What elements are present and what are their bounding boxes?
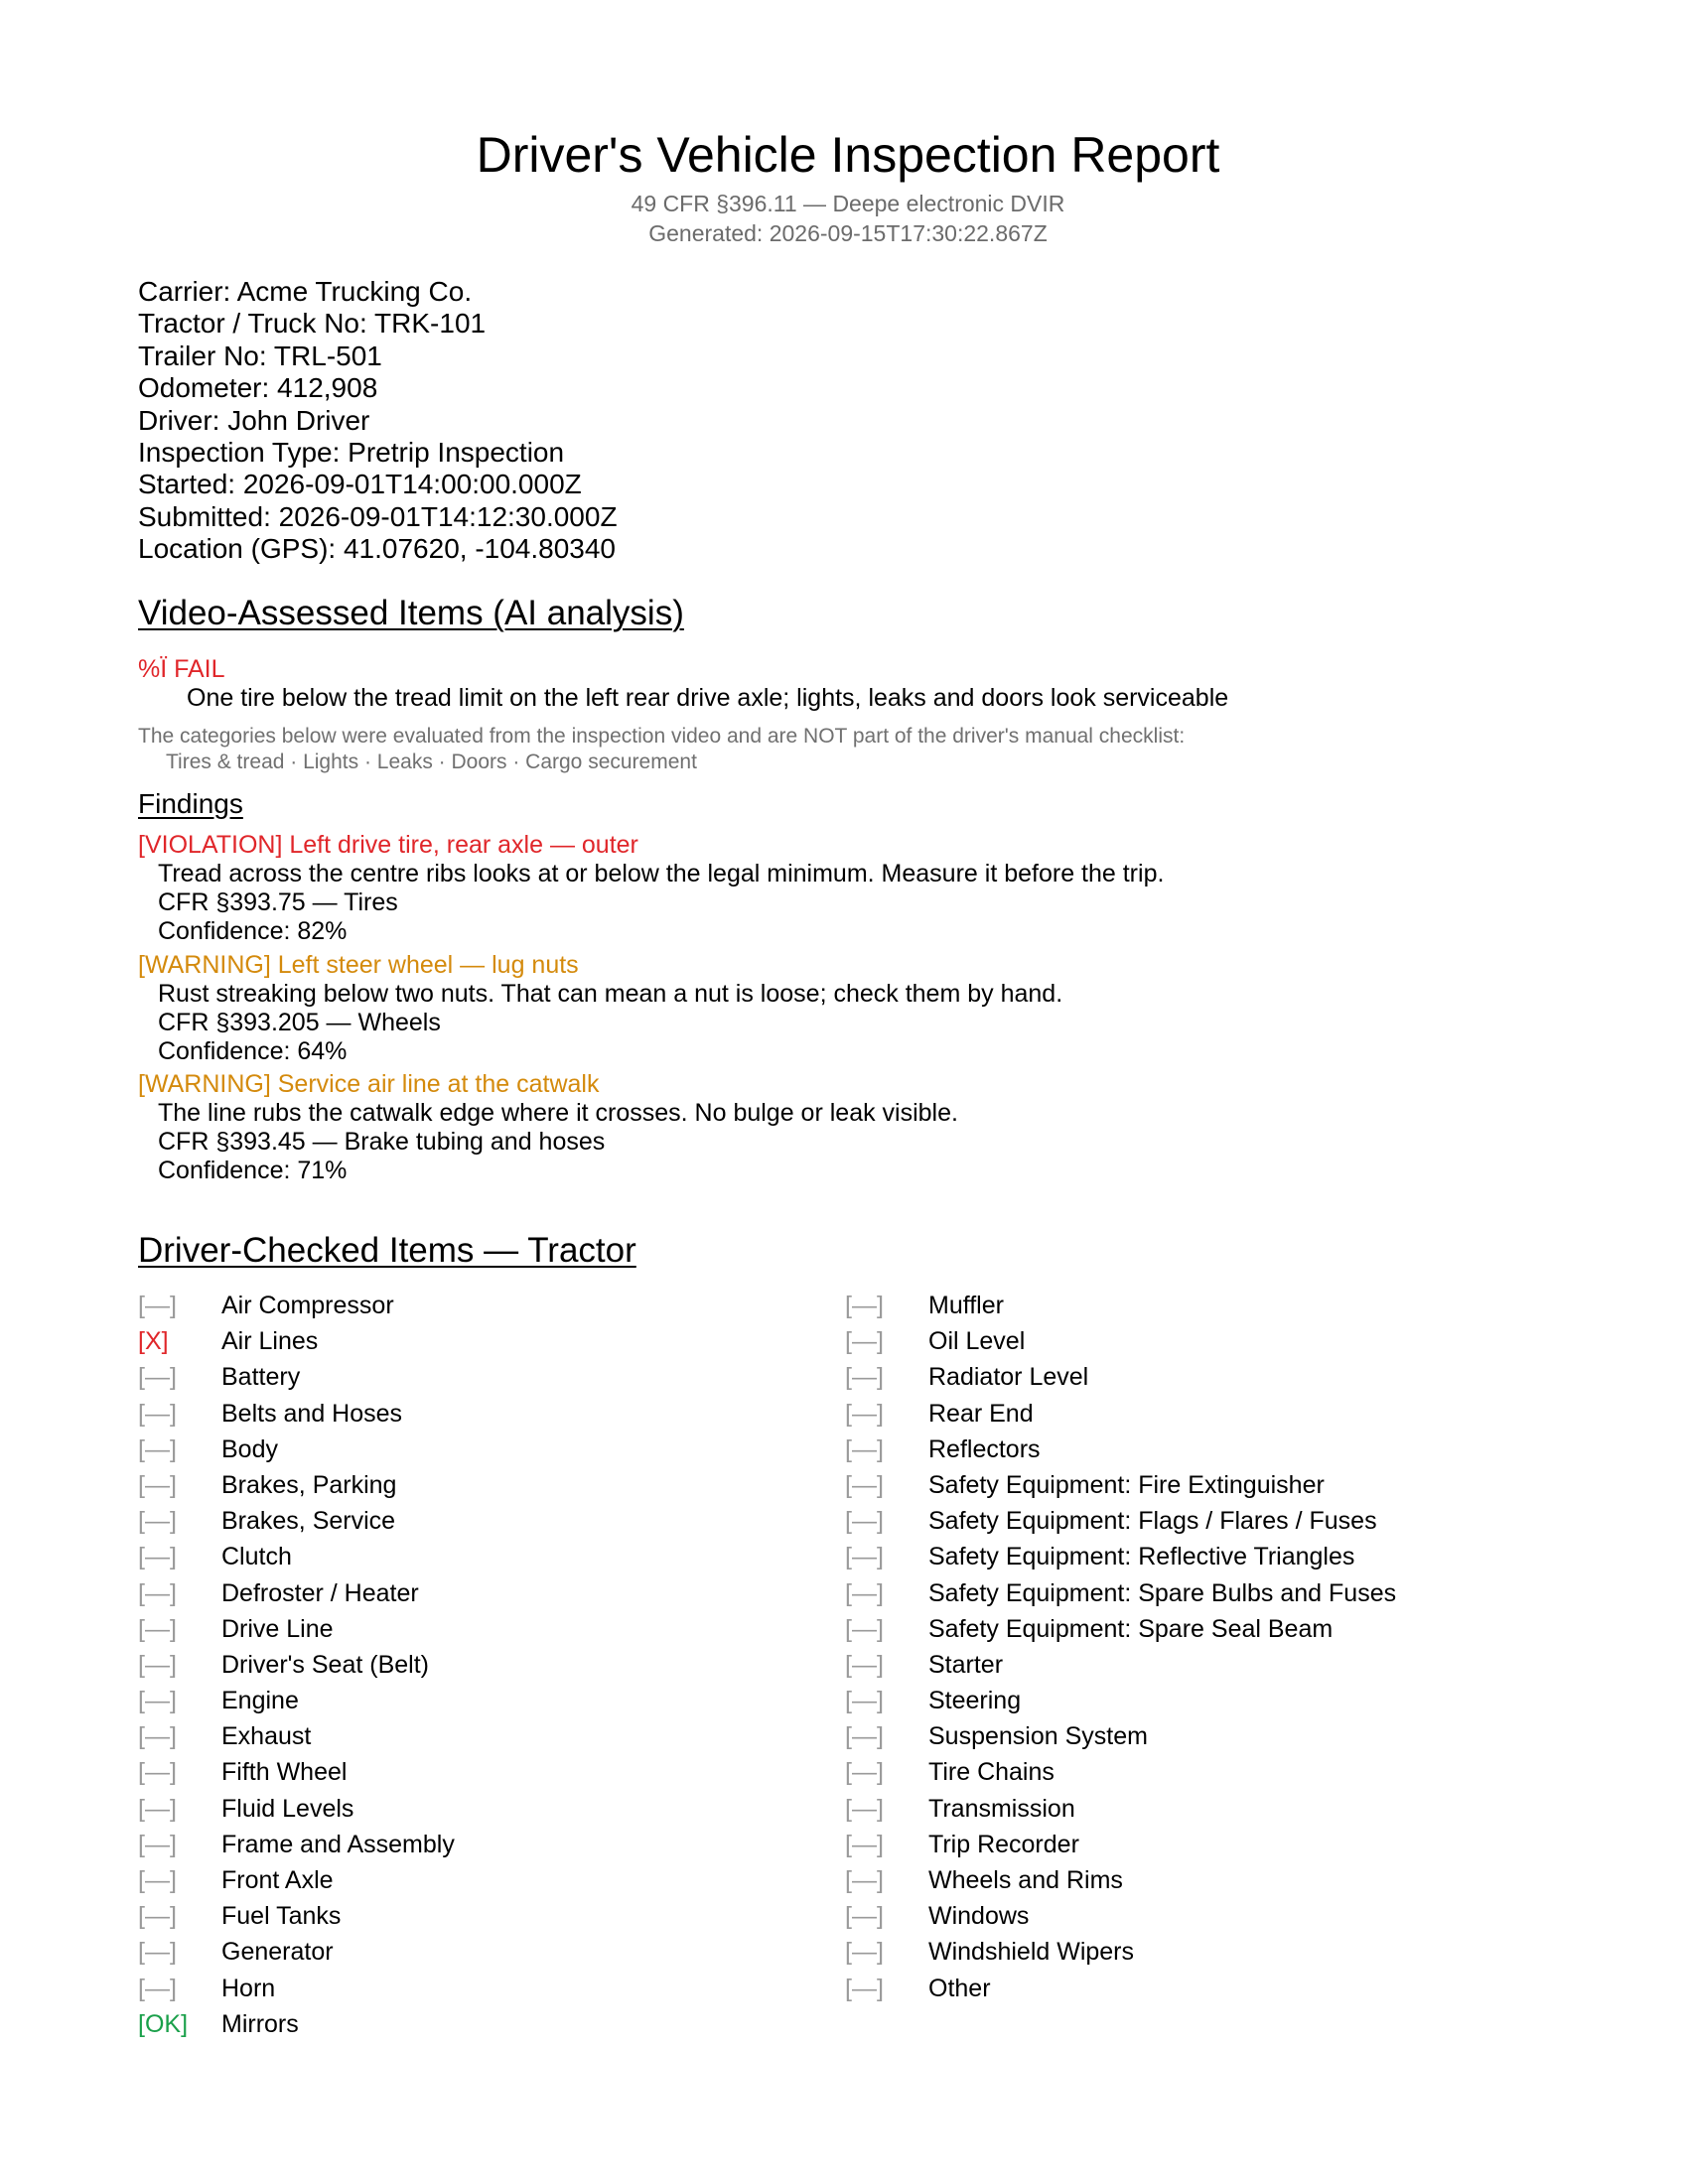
checklist-status-mark: [X] bbox=[138, 1327, 169, 1356]
driver-line: Driver: John Driver bbox=[138, 404, 370, 436]
checklist-status-mark: [—] bbox=[845, 1363, 884, 1392]
location-line: Location (GPS): 41.07620, -104.80340 bbox=[138, 533, 617, 565]
checklist-status-mark: [—] bbox=[845, 1434, 884, 1463]
video-categories-list: Tires & tread · Lights · Leaks · Doors · Cargo securement bbox=[166, 751, 697, 773]
checklist-status-mark: [—] bbox=[138, 1507, 177, 1536]
checklist-status-mark: [—] bbox=[138, 1902, 177, 1931]
finding-header: [WARNING] Left steer wheel — lug nuts bbox=[138, 950, 579, 979]
checklist-status-mark: [OK] bbox=[138, 2009, 189, 2038]
carrier-line: Carrier: Acme Trucking Co. bbox=[138, 276, 473, 307]
checklist-item-label: Other bbox=[928, 1974, 991, 2002]
checklist-item-label: Belts and Hoses bbox=[221, 1399, 403, 1428]
checklist-status-mark: [—] bbox=[138, 1650, 177, 1679]
checklist-item-label: Reflectors bbox=[928, 1434, 1041, 1463]
checklist-status-mark: [—] bbox=[845, 1543, 884, 1571]
regulation-subtitle: 49 CFR §396.11 — Deepe electronic DVIR bbox=[631, 191, 1065, 216]
checklist-item-label: Brakes, Service bbox=[221, 1507, 396, 1536]
checklist-status-mark: [—] bbox=[138, 1399, 177, 1428]
checklist-item-label: Brakes, Parking bbox=[221, 1470, 397, 1499]
checklist-item-label: Mirrors bbox=[221, 2009, 299, 2038]
checklist-status-mark: [—] bbox=[138, 1938, 177, 1967]
checklist-item-label: Starter bbox=[928, 1650, 1004, 1679]
checklist-status-mark: [—] bbox=[845, 1470, 884, 1499]
checklist-status-mark: [—] bbox=[138, 1794, 177, 1823]
checklist-status-mark: [—] bbox=[138, 1543, 177, 1571]
report-title: Driver's Vehicle Inspection Report bbox=[476, 127, 1220, 183]
checklist-status-mark: [—] bbox=[138, 1722, 177, 1751]
checklist-status-mark: [—] bbox=[138, 1687, 177, 1715]
checklist-item-label: Rear End bbox=[928, 1399, 1034, 1428]
trailer-number-line: Trailer No: TRL-501 bbox=[138, 340, 382, 371]
checklist-item-label: Drive Line bbox=[221, 1614, 334, 1643]
checklist-status-mark: [—] bbox=[845, 1938, 884, 1967]
checklist-item-label: Safety Equipment: Spare Bulbs and Fuses bbox=[928, 1578, 1397, 1607]
video-summary: One tire below the tread limit on the left rear drive axle; lights, leaks and doors look serviceable bbox=[187, 684, 1229, 712]
finding-header: [VIOLATION] Left drive tire, rear axle — outer bbox=[138, 831, 638, 859]
checklist-item-label: Tire Chains bbox=[928, 1758, 1055, 1787]
finding-cfr-reference: CFR §393.205 — Wheels bbox=[158, 1008, 441, 1036]
checklist-item-label: Front Axle bbox=[221, 1866, 334, 1894]
odometer-line: Odometer: 412,908 bbox=[138, 372, 378, 404]
video-result-status: %Ï FAIL bbox=[138, 655, 225, 683]
checklist-status-mark: [—] bbox=[138, 1866, 177, 1894]
checklist-status-mark: [—] bbox=[845, 1902, 884, 1931]
finding-header: [WARNING] Service air line at the catwalk bbox=[138, 1070, 600, 1098]
checklist-item-label: Fifth Wheel bbox=[221, 1758, 348, 1787]
tractor-number-line: Tractor / Truck No: TRK-101 bbox=[138, 308, 487, 340]
checklist-status-mark: [—] bbox=[845, 1794, 884, 1823]
checklist-status-mark: [—] bbox=[138, 1363, 177, 1392]
finding-item bbox=[138, 1070, 1558, 1185]
checklist-status-mark: [—] bbox=[845, 1650, 884, 1679]
checklist-status-mark: [—] bbox=[138, 1578, 177, 1607]
checklist-item-label: Safety Equipment: Fire Extinguisher bbox=[928, 1470, 1325, 1499]
inspection-metadata bbox=[138, 276, 618, 566]
submitted-line: Submitted: 2026-09-01T14:12:30.000Z bbox=[138, 500, 618, 532]
checklist-status-mark: [—] bbox=[845, 1399, 884, 1428]
finding-item bbox=[138, 951, 1558, 1066]
inspection-type-line: Inspection Type: Pretrip Inspection bbox=[138, 437, 565, 469]
checklist-status-mark: [—] bbox=[845, 1614, 884, 1643]
checklist-status-mark: [—] bbox=[845, 1974, 884, 2002]
checklist-status-mark: [—] bbox=[845, 1327, 884, 1356]
checklist-item-label: Safety Equipment: Flags / Flares / Fuses bbox=[928, 1507, 1377, 1536]
checklist-item-label: Body bbox=[221, 1434, 278, 1463]
checklist-item-label: Exhaust bbox=[221, 1722, 312, 1751]
checklist-item-label: Air Lines bbox=[221, 1327, 319, 1356]
checklist-status-mark: [—] bbox=[845, 1507, 884, 1536]
checklist-item-label: Generator bbox=[221, 1938, 334, 1967]
checklist-item-label: Air Compressor bbox=[221, 1292, 394, 1319]
checklist-item-label: Engine bbox=[221, 1687, 299, 1715]
finding-confidence: Confidence: 64% bbox=[158, 1036, 348, 1065]
checklist-item-label: Muffler bbox=[928, 1292, 1004, 1319]
checklist-status-mark: [—] bbox=[845, 1866, 884, 1894]
checklist-item-label: Clutch bbox=[221, 1543, 292, 1571]
checklist-status-mark: [—] bbox=[138, 1614, 177, 1643]
finding-item bbox=[138, 831, 1558, 946]
finding-cfr-reference: CFR §393.45 — Brake tubing and hoses bbox=[158, 1128, 606, 1156]
video-section-heading: Video-Assessed Items (AI analysis) bbox=[138, 594, 684, 632]
finding-description: Rust streaking below two nuts. That can mean a nut is loose; check them by hand. bbox=[158, 979, 1063, 1008]
checklist-status-mark: [—] bbox=[845, 1292, 884, 1319]
checklist-item-label: Fuel Tanks bbox=[221, 1902, 342, 1931]
checklist-item-label: Windshield Wipers bbox=[928, 1938, 1135, 1967]
checklist-item-label: Oil Level bbox=[928, 1327, 1026, 1356]
checklist-status-mark: [—] bbox=[138, 1974, 177, 2002]
checklist-item-label: Battery bbox=[221, 1363, 301, 1392]
tractor-section-heading: Driver-Checked Items — Tractor bbox=[138, 1231, 636, 1270]
checklist-status-mark: [—] bbox=[138, 1758, 177, 1787]
checklist-item-label: Windows bbox=[928, 1902, 1030, 1931]
checklist-status-mark: [—] bbox=[138, 1292, 177, 1319]
checklist-item-label: Horn bbox=[221, 1974, 276, 2002]
checklist-item-label: Radiator Level bbox=[928, 1363, 1089, 1392]
findings-list bbox=[138, 831, 1558, 1190]
checklist-status-mark: [—] bbox=[845, 1687, 884, 1715]
finding-description: Tread across the centre ribs looks at or below the legal minimum. Measure it before the trip. bbox=[158, 860, 1165, 887]
checklist-item-label: Driver's Seat (Belt) bbox=[221, 1650, 429, 1679]
checklist-item-label: Defroster / Heater bbox=[221, 1578, 419, 1607]
checklist-status-mark: [—] bbox=[138, 1434, 177, 1463]
checklist-item-label: Transmission bbox=[928, 1794, 1075, 1823]
finding-confidence: Confidence: 71% bbox=[158, 1157, 348, 1184]
checklist-status-mark: [—] bbox=[845, 1758, 884, 1787]
checklist-item-label: Fluid Levels bbox=[221, 1794, 354, 1823]
checklist-item-label: Wheels and Rims bbox=[928, 1866, 1123, 1894]
checklist-status-mark: [—] bbox=[138, 1470, 177, 1499]
checklist-item-label: Trip Recorder bbox=[928, 1830, 1079, 1858]
checklist-status-mark: [—] bbox=[845, 1830, 884, 1858]
checklist-status-mark: [—] bbox=[845, 1578, 884, 1607]
started-line: Started: 2026-09-01T14:00:00.000Z bbox=[138, 469, 582, 500]
checklist-item-label: Suspension System bbox=[928, 1722, 1148, 1751]
findings-heading: Findings bbox=[138, 788, 243, 819]
checklist-status-mark: [—] bbox=[845, 1722, 884, 1751]
video-categories-note: The categories below were evaluated from the inspection video and are NOT part of the driver's manual checklist: bbox=[138, 725, 1186, 748]
finding-confidence: Confidence: 82% bbox=[158, 917, 348, 945]
checklist-item-label: Frame and Assembly bbox=[221, 1830, 455, 1858]
finding-description: The line rubs the catwalk edge where it crosses. No bulge or leak visible. bbox=[158, 1099, 958, 1127]
finding-cfr-reference: CFR §393.75 — Tires bbox=[158, 888, 398, 916]
checklist-item-label: Steering bbox=[928, 1687, 1022, 1715]
generated-timestamp: Generated: 2026-09-15T17:30:22.867Z bbox=[648, 220, 1048, 246]
checklist-status-mark: [—] bbox=[138, 1830, 177, 1858]
checklist-item-label: Safety Equipment: Spare Seal Beam bbox=[928, 1614, 1334, 1643]
checklist-item-label: Safety Equipment: Reflective Triangles bbox=[928, 1543, 1355, 1571]
